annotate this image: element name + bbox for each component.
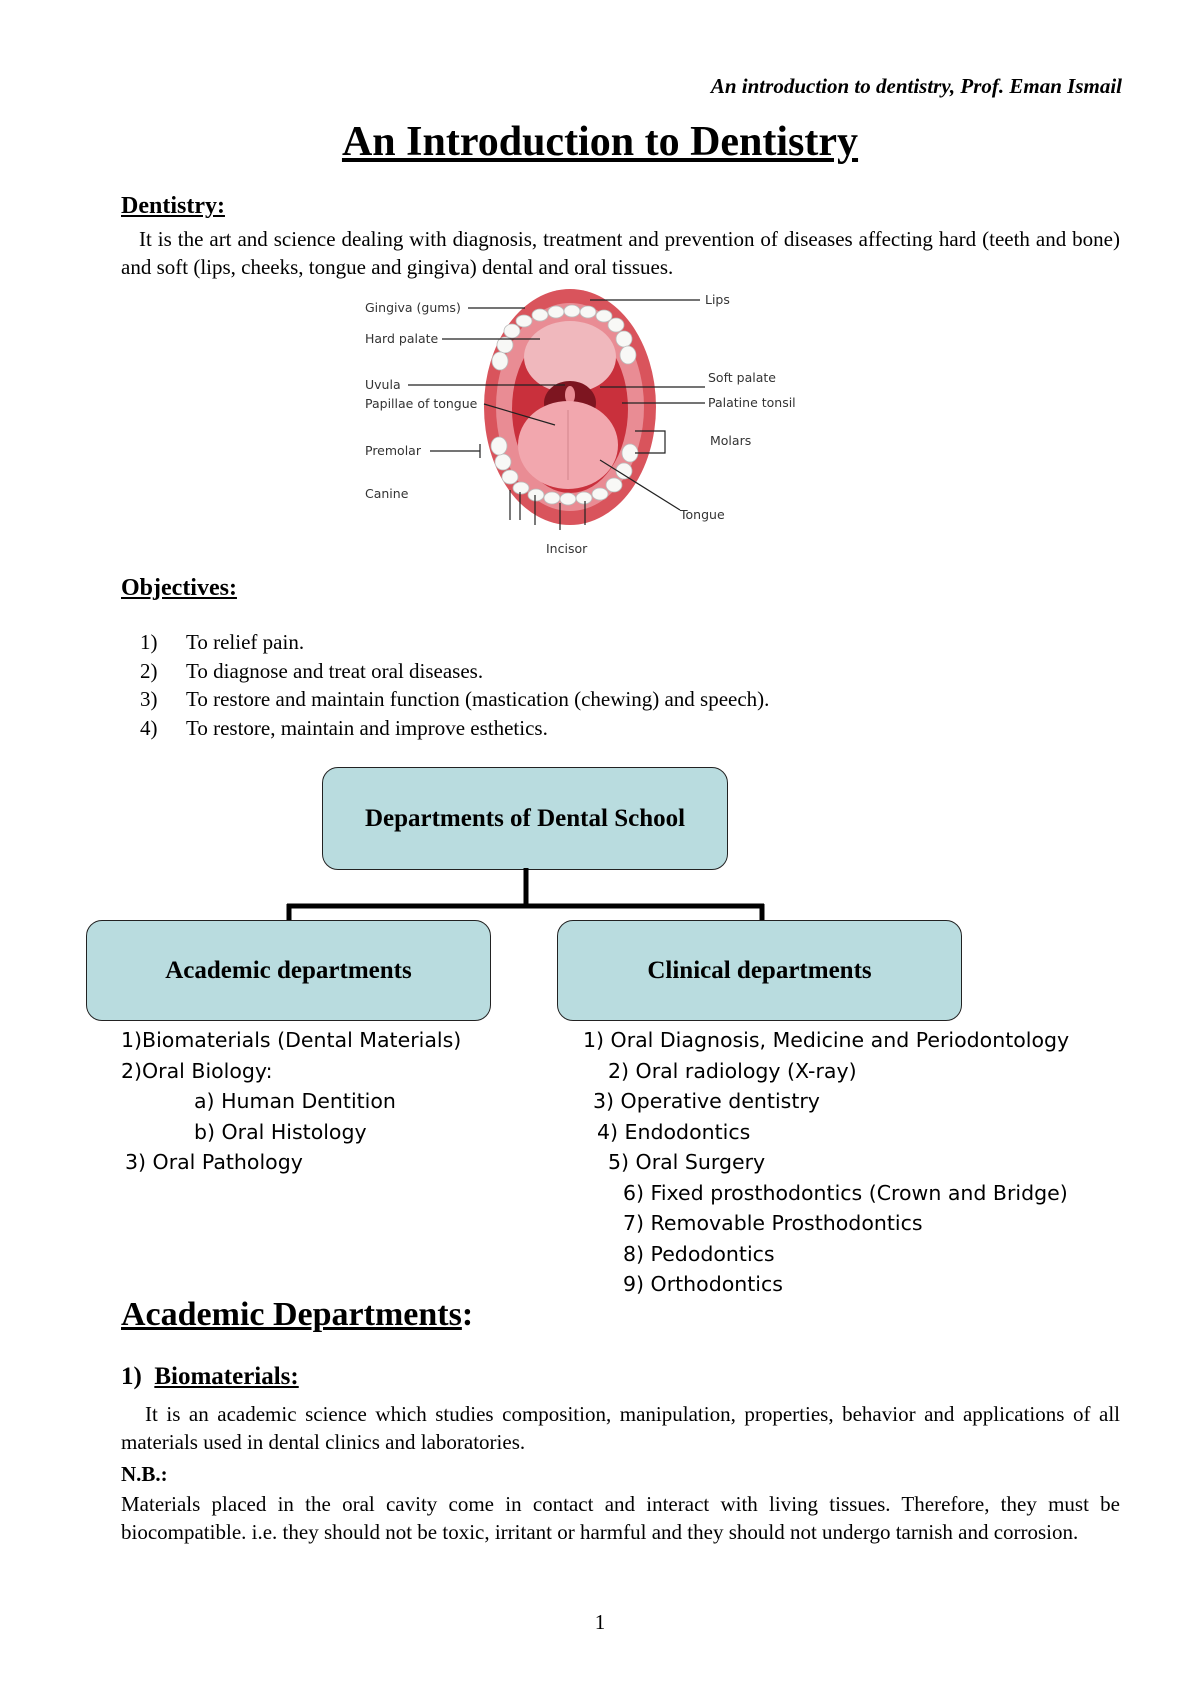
list-item: 1)Biomaterials (Dental Materials) <box>121 1028 462 1052</box>
label-tongue: Tongue <box>680 507 725 522</box>
label-palatine-tonsil: Palatine tonsil <box>708 395 796 410</box>
list-item: a) Human Dentition <box>194 1089 396 1113</box>
list-item: 5) Oral Surgery <box>608 1150 766 1174</box>
label-premolar: Premolar <box>365 443 421 458</box>
list-item: 2) Oral radiology (X-ray) <box>608 1058 857 1083</box>
dentistry-heading: Dentistry: <box>121 193 225 219</box>
org-academic-box: Academic departments <box>86 920 491 1021</box>
org-clinical-box: Clinical departments <box>557 920 962 1021</box>
biomaterials-heading: 1) Biomaterials: <box>121 1363 299 1390</box>
objective-item: 1) To relief pain. <box>140 630 305 654</box>
biomaterials-definition: It is an academic science which studies composition, manipulation, properties, behavior and applications of all materials used in dental clinics and laboratories. <box>121 1402 1120 1454</box>
label-molars: Molars <box>710 433 752 448</box>
org-root-box: Departments of Dental School <box>322 767 728 870</box>
list-item: 2)Oral Biology: <box>121 1058 273 1083</box>
list-item: 7) Removable Prosthodontics <box>623 1211 923 1235</box>
objectives-heading: Objectives: <box>121 575 237 601</box>
page-title: An Introduction to Dentistry <box>341 119 859 165</box>
mouth-anatomy-diagram <box>360 285 820 565</box>
list-item: b) Oral Histology <box>194 1119 367 1144</box>
running-header: An introduction to dentistry, Prof. Eman Ismail <box>710 74 1122 98</box>
dentistry-definition: It is the art and science dealing with diagnosis, treatment and prevention of diseases affecting hard (teeth and bone) and soft (lips, cheeks, tongue and gingiva) dental and oral tissues. <box>121 227 1120 279</box>
objective-item: 3) To restore and maintain function (mastication (chewing) and speech). <box>140 687 770 711</box>
label-incisor: Incisor <box>546 541 588 556</box>
list-item: 3) Operative dentistry <box>593 1089 820 1113</box>
label-soft-palate: Soft palate <box>708 370 776 385</box>
list-item: 4) Endodontics <box>597 1119 751 1144</box>
academic-departments-list <box>121 1025 461 1178</box>
label-hard-palate: Hard palate <box>365 331 439 346</box>
nb-text: Materials placed in the oral cavity come in contact and interact with living tissues. Therefore, they must be biocompatible. i.e. they should not be toxic, irritant or harmful and they should not undergo tarnish and corrosion. <box>121 1492 1120 1544</box>
label-lips: Lips <box>705 292 730 307</box>
objectives-list <box>140 628 1040 742</box>
label-papillae: Papillae of tongue <box>365 396 478 411</box>
list-item: 9) Orthodontics <box>623 1272 783 1296</box>
objective-item: 2) To diagnose and treat oral diseases. <box>140 658 484 683</box>
list-item: 1) Oral Diagnosis, Medicine and Periodontology <box>583 1028 1070 1052</box>
clinical-departments-list <box>583 1025 1069 1300</box>
nb-label: N.B.: <box>121 1462 168 1486</box>
list-item: 8) Pedodontics <box>623 1241 775 1266</box>
label-gingiva: Gingiva (gums) <box>365 300 461 315</box>
objective-item: 4) To restore, maintain and improve esthetics. <box>140 715 548 740</box>
list-item: 3) Oral Pathology <box>125 1150 303 1174</box>
org-connector-lines <box>280 868 780 922</box>
label-uvula: Uvula <box>365 377 401 392</box>
list-item: 6) Fixed prosthodontics (Crown and Bridge) <box>623 1180 1068 1205</box>
label-canine: Canine <box>365 486 409 501</box>
page-number: 1 <box>594 1610 606 1634</box>
academic-departments-heading: Academic Departments: <box>121 1296 474 1333</box>
